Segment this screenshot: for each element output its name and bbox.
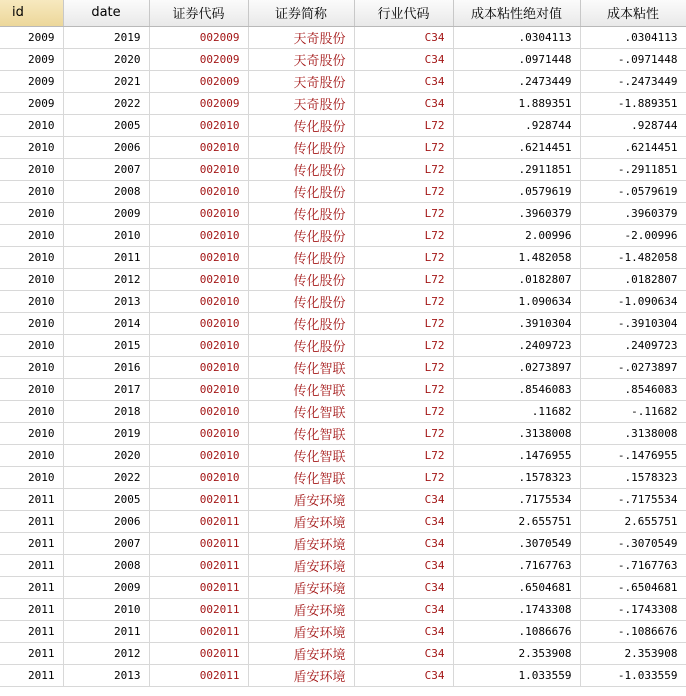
cell-date[interactable]: 2008 bbox=[63, 554, 149, 576]
cell-industry[interactable]: L72 bbox=[354, 136, 453, 158]
cell-industry[interactable]: L72 bbox=[354, 114, 453, 136]
cell-code[interactable]: 002010 bbox=[149, 224, 248, 246]
cell-stickiness[interactable]: -.7175534 bbox=[580, 488, 686, 510]
cell-abs-stickiness[interactable]: .8546083 bbox=[453, 378, 580, 400]
cell-name[interactable]: 盾安环境 bbox=[248, 510, 354, 532]
cell-name[interactable]: 盾安环境 bbox=[248, 576, 354, 598]
cell-date[interactable]: 2005 bbox=[63, 488, 149, 510]
cell-code[interactable]: 002010 bbox=[149, 334, 248, 356]
cell-abs-stickiness[interactable]: .2911851 bbox=[453, 158, 580, 180]
table-row[interactable] bbox=[0, 378, 686, 400]
header-row bbox=[0, 0, 686, 26]
cell-abs-stickiness[interactable]: .3910304 bbox=[453, 312, 580, 334]
cell-date[interactable]: 2022 bbox=[63, 466, 149, 488]
table-row[interactable] bbox=[0, 312, 686, 334]
cell-code[interactable]: 002010 bbox=[149, 444, 248, 466]
cell-id[interactable]: 2010 bbox=[0, 114, 63, 136]
cell-abs-stickiness[interactable]: 2.655751 bbox=[453, 510, 580, 532]
cell-id[interactable]: 2010 bbox=[0, 268, 63, 290]
cell-id[interactable]: 2010 bbox=[0, 400, 63, 422]
cell-code[interactable]: 002010 bbox=[149, 136, 248, 158]
cell-code[interactable]: 002010 bbox=[149, 400, 248, 422]
cell-name[interactable]: 盾安环境 bbox=[248, 532, 354, 554]
cell-code[interactable]: 002011 bbox=[149, 532, 248, 554]
cell-date[interactable]: 2010 bbox=[63, 598, 149, 620]
cell-name[interactable]: 传化智联 bbox=[248, 378, 354, 400]
cell-abs-stickiness[interactable]: 1.033559 bbox=[453, 664, 580, 686]
cell-name[interactable]: 传化股份 bbox=[248, 136, 354, 158]
cell-date[interactable]: 2019 bbox=[63, 26, 149, 48]
table-row[interactable] bbox=[0, 444, 686, 466]
cell-code[interactable]: 002010 bbox=[149, 114, 248, 136]
cell-id[interactable]: 2010 bbox=[0, 378, 63, 400]
cell-name[interactable]: 传化智联 bbox=[248, 466, 354, 488]
cell-stickiness[interactable]: .2409723 bbox=[580, 334, 686, 356]
cell-industry[interactable]: L72 bbox=[354, 334, 453, 356]
cell-abs-stickiness[interactable]: 2.353908 bbox=[453, 642, 580, 664]
cell-abs-stickiness[interactable]: .928744 bbox=[453, 114, 580, 136]
cell-industry[interactable]: L72 bbox=[354, 158, 453, 180]
cell-stickiness[interactable]: -.3910304 bbox=[580, 312, 686, 334]
cell-stickiness[interactable]: -.0273897 bbox=[580, 356, 686, 378]
column-header-date[interactable]: date bbox=[63, 0, 149, 26]
cell-id[interactable]: 2011 bbox=[0, 532, 63, 554]
cell-stickiness[interactable]: -1.090634 bbox=[580, 290, 686, 312]
cell-date[interactable]: 2006 bbox=[63, 136, 149, 158]
table-row[interactable] bbox=[0, 466, 686, 488]
cell-industry[interactable]: L72 bbox=[354, 378, 453, 400]
cell-name[interactable]: 传化股份 bbox=[248, 114, 354, 136]
cell-stickiness[interactable]: -.2911851 bbox=[580, 158, 686, 180]
cell-abs-stickiness[interactable]: 1.482058 bbox=[453, 246, 580, 268]
cell-name[interactable]: 盾安环境 bbox=[248, 598, 354, 620]
cell-code[interactable]: 002011 bbox=[149, 664, 248, 686]
cell-industry[interactable]: C34 bbox=[354, 488, 453, 510]
cell-code[interactable]: 002009 bbox=[149, 26, 248, 48]
table-row[interactable] bbox=[0, 26, 686, 48]
cell-id[interactable]: 2011 bbox=[0, 664, 63, 686]
cell-date[interactable]: 2012 bbox=[63, 642, 149, 664]
cell-stickiness[interactable]: .0304113 bbox=[580, 26, 686, 48]
cell-id[interactable]: 2010 bbox=[0, 312, 63, 334]
cell-stickiness[interactable]: .3960379 bbox=[580, 202, 686, 224]
cell-abs-stickiness[interactable]: .3960379 bbox=[453, 202, 580, 224]
cell-industry[interactable]: L72 bbox=[354, 202, 453, 224]
cell-stickiness[interactable]: -1.033559 bbox=[580, 664, 686, 686]
cell-date[interactable]: 2011 bbox=[63, 620, 149, 642]
cell-industry[interactable]: C34 bbox=[354, 510, 453, 532]
cell-industry[interactable]: C34 bbox=[354, 70, 453, 92]
cell-stickiness[interactable]: -.0579619 bbox=[580, 180, 686, 202]
cell-date[interactable]: 2022 bbox=[63, 92, 149, 114]
table-row[interactable] bbox=[0, 664, 686, 686]
cell-abs-stickiness[interactable]: .1578323 bbox=[453, 466, 580, 488]
cell-industry[interactable]: C34 bbox=[354, 620, 453, 642]
cell-code[interactable]: 002010 bbox=[149, 246, 248, 268]
table-row[interactable] bbox=[0, 268, 686, 290]
cell-abs-stickiness[interactable]: .0304113 bbox=[453, 26, 580, 48]
cell-id[interactable]: 2011 bbox=[0, 642, 63, 664]
cell-name[interactable]: 传化智联 bbox=[248, 422, 354, 444]
cell-code[interactable]: 002010 bbox=[149, 356, 248, 378]
cell-stickiness[interactable]: -1.482058 bbox=[580, 246, 686, 268]
cell-stickiness[interactable]: -1.889351 bbox=[580, 92, 686, 114]
cell-id[interactable]: 2011 bbox=[0, 510, 63, 532]
cell-name[interactable]: 传化股份 bbox=[248, 224, 354, 246]
cell-id[interactable]: 2010 bbox=[0, 246, 63, 268]
cell-abs-stickiness[interactable]: .3138008 bbox=[453, 422, 580, 444]
cell-code[interactable]: 002011 bbox=[149, 620, 248, 642]
cell-industry[interactable]: L72 bbox=[354, 180, 453, 202]
table-row[interactable] bbox=[0, 356, 686, 378]
cell-id[interactable]: 2009 bbox=[0, 92, 63, 114]
cell-id[interactable]: 2009 bbox=[0, 26, 63, 48]
cell-industry[interactable]: L72 bbox=[354, 444, 453, 466]
cell-name[interactable]: 天奇股份 bbox=[248, 92, 354, 114]
cell-id[interactable]: 2010 bbox=[0, 444, 63, 466]
cell-abs-stickiness[interactable]: .0579619 bbox=[453, 180, 580, 202]
cell-date[interactable]: 2005 bbox=[63, 114, 149, 136]
table-row[interactable] bbox=[0, 334, 686, 356]
cell-abs-stickiness[interactable]: .2473449 bbox=[453, 70, 580, 92]
cell-name[interactable]: 盾安环境 bbox=[248, 554, 354, 576]
cell-name[interactable]: 传化股份 bbox=[248, 202, 354, 224]
cell-abs-stickiness[interactable]: .6504681 bbox=[453, 576, 580, 598]
cell-stickiness[interactable]: -.3070549 bbox=[580, 532, 686, 554]
cell-industry[interactable]: C34 bbox=[354, 26, 453, 48]
cell-abs-stickiness[interactable]: .0971448 bbox=[453, 48, 580, 70]
cell-stickiness[interactable]: .0182807 bbox=[580, 268, 686, 290]
table-row[interactable] bbox=[0, 510, 686, 532]
cell-code[interactable]: 002011 bbox=[149, 488, 248, 510]
cell-date[interactable]: 2006 bbox=[63, 510, 149, 532]
cell-code[interactable]: 002011 bbox=[149, 576, 248, 598]
cell-code[interactable]: 002009 bbox=[149, 48, 248, 70]
cell-abs-stickiness[interactable]: .3070549 bbox=[453, 532, 580, 554]
cell-date[interactable]: 2017 bbox=[63, 378, 149, 400]
cell-code[interactable]: 002010 bbox=[149, 202, 248, 224]
table-row[interactable] bbox=[0, 598, 686, 620]
cell-abs-stickiness[interactable]: .2409723 bbox=[453, 334, 580, 356]
cell-date[interactable]: 2018 bbox=[63, 400, 149, 422]
column-header-stickiness[interactable]: 成本粘性 bbox=[580, 0, 686, 26]
cell-stickiness[interactable]: 2.655751 bbox=[580, 510, 686, 532]
cell-name[interactable]: 盾安环境 bbox=[248, 620, 354, 642]
cell-stickiness[interactable]: -2.00996 bbox=[580, 224, 686, 246]
cell-id[interactable]: 2011 bbox=[0, 576, 63, 598]
cell-abs-stickiness[interactable]: 1.889351 bbox=[453, 92, 580, 114]
table-row[interactable] bbox=[0, 488, 686, 510]
cell-name[interactable]: 传化智联 bbox=[248, 356, 354, 378]
cell-abs-stickiness[interactable]: .1476955 bbox=[453, 444, 580, 466]
table-row[interactable] bbox=[0, 576, 686, 598]
cell-date[interactable]: 2016 bbox=[63, 356, 149, 378]
cell-id[interactable]: 2010 bbox=[0, 466, 63, 488]
cell-code[interactable]: 002009 bbox=[149, 92, 248, 114]
cell-date[interactable]: 2008 bbox=[63, 180, 149, 202]
cell-id[interactable]: 2010 bbox=[0, 290, 63, 312]
cell-abs-stickiness[interactable]: .11682 bbox=[453, 400, 580, 422]
cell-id[interactable]: 2009 bbox=[0, 48, 63, 70]
cell-stickiness[interactable]: -.1476955 bbox=[580, 444, 686, 466]
cell-industry[interactable]: C34 bbox=[354, 554, 453, 576]
cell-id[interactable]: 2010 bbox=[0, 136, 63, 158]
table-row[interactable] bbox=[0, 400, 686, 422]
cell-code[interactable]: 002011 bbox=[149, 554, 248, 576]
cell-date[interactable]: 2007 bbox=[63, 532, 149, 554]
cell-industry[interactable]: L72 bbox=[354, 268, 453, 290]
cell-id[interactable]: 2011 bbox=[0, 598, 63, 620]
cell-date[interactable]: 2014 bbox=[63, 312, 149, 334]
cell-name[interactable]: 盾安环境 bbox=[248, 642, 354, 664]
cell-code[interactable]: 002010 bbox=[149, 378, 248, 400]
cell-date[interactable]: 2020 bbox=[63, 48, 149, 70]
cell-name[interactable]: 传化股份 bbox=[248, 246, 354, 268]
cell-industry[interactable]: C34 bbox=[354, 92, 453, 114]
cell-date[interactable]: 2019 bbox=[63, 422, 149, 444]
cell-stickiness[interactable]: -.1086676 bbox=[580, 620, 686, 642]
cell-abs-stickiness[interactable]: .6214451 bbox=[453, 136, 580, 158]
cell-stickiness[interactable]: -.7167763 bbox=[580, 554, 686, 576]
cell-id[interactable]: 2011 bbox=[0, 554, 63, 576]
table-row[interactable] bbox=[0, 554, 686, 576]
cell-industry[interactable]: L72 bbox=[354, 246, 453, 268]
column-header-industry[interactable]: 行业代码 bbox=[354, 0, 453, 26]
cell-abs-stickiness[interactable]: .1086676 bbox=[453, 620, 580, 642]
cell-abs-stickiness[interactable]: .7175534 bbox=[453, 488, 580, 510]
cell-industry[interactable]: C34 bbox=[354, 48, 453, 70]
column-header-id[interactable]: id bbox=[0, 0, 63, 26]
cell-industry[interactable]: C34 bbox=[354, 532, 453, 554]
cell-code[interactable]: 002011 bbox=[149, 510, 248, 532]
cell-industry[interactable]: C34 bbox=[354, 598, 453, 620]
table-row[interactable] bbox=[0, 48, 686, 70]
table-row[interactable] bbox=[0, 422, 686, 444]
cell-abs-stickiness[interactable]: .1743308 bbox=[453, 598, 580, 620]
cell-date[interactable]: 2009 bbox=[63, 576, 149, 598]
column-header-abs-stickiness[interactable]: 成本粘性绝对值 bbox=[453, 0, 580, 26]
cell-date[interactable]: 2012 bbox=[63, 268, 149, 290]
cell-code[interactable]: 002010 bbox=[149, 466, 248, 488]
table-row[interactable] bbox=[0, 246, 686, 268]
cell-date[interactable]: 2013 bbox=[63, 290, 149, 312]
table-row[interactable] bbox=[0, 642, 686, 664]
cell-code[interactable]: 002011 bbox=[149, 642, 248, 664]
cell-abs-stickiness[interactable]: 2.00996 bbox=[453, 224, 580, 246]
table-body bbox=[0, 26, 686, 686]
cell-industry[interactable]: C34 bbox=[354, 642, 453, 664]
cell-industry[interactable]: L72 bbox=[354, 224, 453, 246]
cell-date[interactable]: 2009 bbox=[63, 202, 149, 224]
cell-id[interactable]: 2011 bbox=[0, 488, 63, 510]
cell-industry[interactable]: L72 bbox=[354, 290, 453, 312]
cell-name[interactable]: 传化股份 bbox=[248, 334, 354, 356]
table-row[interactable] bbox=[0, 224, 686, 246]
cell-code[interactable]: 002010 bbox=[149, 268, 248, 290]
cell-name[interactable]: 传化智联 bbox=[248, 400, 354, 422]
cell-stickiness[interactable]: .928744 bbox=[580, 114, 686, 136]
table-row[interactable] bbox=[0, 158, 686, 180]
cell-stickiness[interactable]: -.6504681 bbox=[580, 576, 686, 598]
cell-stickiness[interactable]: -.0971448 bbox=[580, 48, 686, 70]
cell-stickiness[interactable]: -.2473449 bbox=[580, 70, 686, 92]
table-row[interactable] bbox=[0, 620, 686, 642]
cell-code[interactable]: 002010 bbox=[149, 290, 248, 312]
cell-date[interactable]: 2021 bbox=[63, 70, 149, 92]
cell-industry[interactable]: L72 bbox=[354, 466, 453, 488]
cell-name[interactable]: 天奇股份 bbox=[248, 26, 354, 48]
cell-name[interactable]: 传化股份 bbox=[248, 290, 354, 312]
cell-date[interactable]: 2015 bbox=[63, 334, 149, 356]
column-header-code[interactable]: 证券代码 bbox=[149, 0, 248, 26]
cell-abs-stickiness[interactable]: .7167763 bbox=[453, 554, 580, 576]
cell-industry[interactable]: L72 bbox=[354, 422, 453, 444]
cell-stickiness[interactable]: .1578323 bbox=[580, 466, 686, 488]
table-row[interactable] bbox=[0, 290, 686, 312]
cell-stickiness[interactable]: .3138008 bbox=[580, 422, 686, 444]
cell-industry[interactable]: L72 bbox=[354, 400, 453, 422]
cell-id[interactable]: 2010 bbox=[0, 224, 63, 246]
cell-id[interactable]: 2010 bbox=[0, 334, 63, 356]
cell-id[interactable]: 2010 bbox=[0, 356, 63, 378]
cell-stickiness[interactable]: -.1743308 bbox=[580, 598, 686, 620]
cell-id[interactable]: 2009 bbox=[0, 70, 63, 92]
cell-code[interactable]: 002010 bbox=[149, 312, 248, 334]
cell-industry[interactable]: L72 bbox=[354, 356, 453, 378]
cell-industry[interactable]: L72 bbox=[354, 312, 453, 334]
cell-stickiness[interactable]: -.11682 bbox=[580, 400, 686, 422]
cell-name[interactable]: 传化股份 bbox=[248, 158, 354, 180]
table-row[interactable] bbox=[0, 180, 686, 202]
cell-date[interactable]: 2013 bbox=[63, 664, 149, 686]
cell-stickiness[interactable]: .6214451 bbox=[580, 136, 686, 158]
cell-name[interactable]: 传化股份 bbox=[248, 268, 354, 290]
cell-abs-stickiness[interactable]: .0273897 bbox=[453, 356, 580, 378]
cell-id[interactable]: 2010 bbox=[0, 158, 63, 180]
table-row[interactable] bbox=[0, 92, 686, 114]
cell-name[interactable]: 传化智联 bbox=[248, 444, 354, 466]
cell-id[interactable]: 2010 bbox=[0, 202, 63, 224]
cell-name[interactable]: 盾安环境 bbox=[248, 488, 354, 510]
cell-stickiness[interactable]: .8546083 bbox=[580, 378, 686, 400]
table-row[interactable] bbox=[0, 70, 686, 92]
cell-code[interactable]: 002010 bbox=[149, 180, 248, 202]
cell-stickiness[interactable]: 2.353908 bbox=[580, 642, 686, 664]
table-row[interactable] bbox=[0, 136, 686, 158]
table-row[interactable] bbox=[0, 114, 686, 136]
cell-name[interactable]: 天奇股份 bbox=[248, 70, 354, 92]
cell-code[interactable]: 002009 bbox=[149, 70, 248, 92]
cell-code[interactable]: 002011 bbox=[149, 598, 248, 620]
cell-id[interactable]: 2011 bbox=[0, 620, 63, 642]
cell-name[interactable]: 盾安环境 bbox=[248, 664, 354, 686]
cell-name[interactable]: 传化股份 bbox=[248, 180, 354, 202]
cell-industry[interactable]: C34 bbox=[354, 576, 453, 598]
column-header-name[interactable]: 证券简称 bbox=[248, 0, 354, 26]
table-row[interactable] bbox=[0, 532, 686, 554]
cell-date[interactable]: 2007 bbox=[63, 158, 149, 180]
cell-id[interactable]: 2010 bbox=[0, 180, 63, 202]
cell-date[interactable]: 2020 bbox=[63, 444, 149, 466]
cell-abs-stickiness[interactable]: .0182807 bbox=[453, 268, 580, 290]
cell-date[interactable]: 2011 bbox=[63, 246, 149, 268]
cell-name[interactable]: 传化股份 bbox=[248, 312, 354, 334]
cell-code[interactable]: 002010 bbox=[149, 158, 248, 180]
cell-id[interactable]: 2010 bbox=[0, 422, 63, 444]
table-row[interactable] bbox=[0, 202, 686, 224]
cell-date[interactable]: 2010 bbox=[63, 224, 149, 246]
cell-abs-stickiness[interactable]: 1.090634 bbox=[453, 290, 580, 312]
cell-industry[interactable]: C34 bbox=[354, 664, 453, 686]
cell-code[interactable]: 002010 bbox=[149, 422, 248, 444]
cell-name[interactable]: 天奇股份 bbox=[248, 48, 354, 70]
